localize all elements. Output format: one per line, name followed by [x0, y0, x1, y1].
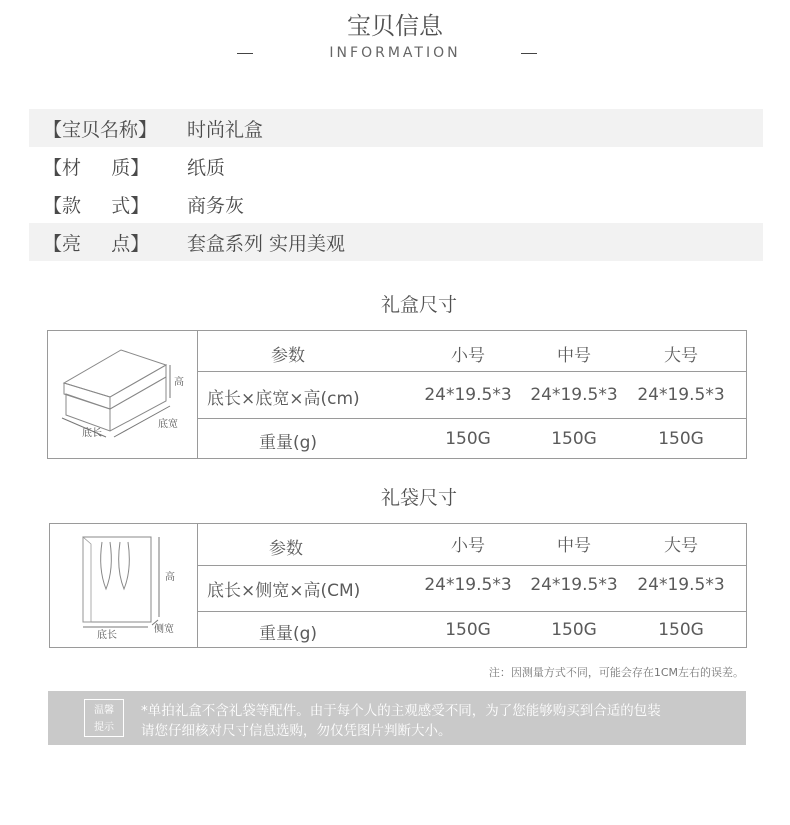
table-cell: 150G [445, 620, 491, 640]
table-header-param: 参数 [269, 539, 303, 559]
tip-bar [48, 691, 746, 745]
info-label: 【亮 点】 [43, 232, 150, 255]
diagram-label-length: 底长 [97, 630, 117, 641]
page-title: 宝贝信息 [347, 12, 443, 40]
gift-box-table [47, 330, 747, 459]
title-dash-right [521, 53, 537, 54]
gift-bag-diagram [50, 524, 198, 647]
info-row-name [29, 109, 763, 147]
diagram-label-height: 高 [174, 377, 184, 388]
info-value: 套盒系列 实用美观 [187, 232, 346, 255]
tip-text-line2: 请您仔细核对尺寸信息选购，勿仅凭图片判断大小。 [141, 723, 452, 739]
row-divider [197, 371, 746, 372]
table-cell-param: 重量(g) [258, 624, 318, 644]
diagram-label-width: 侧宽 [154, 624, 174, 635]
table-cell: 24*19.5*3 [637, 575, 725, 595]
gift-bag-title: 礼袋尺寸 [380, 487, 457, 509]
table-cell-param: 底长×底宽×高(cm) [207, 389, 360, 409]
table-header-medium: 中号 [557, 536, 591, 556]
info-value: 时尚礼盒 [187, 118, 264, 141]
tip-badge-line2: 提示 [94, 722, 114, 733]
gift-bag-icon [50, 524, 197, 647]
info-row-style [29, 185, 763, 223]
table-cell: 24*19.5*3 [637, 385, 725, 405]
row-divider [197, 611, 746, 612]
row-divider [197, 418, 746, 419]
table-header-medium: 中号 [557, 346, 591, 366]
info-label: 【宝贝名称】 [43, 118, 158, 141]
table-cell: 150G [658, 429, 704, 449]
table-cell-param: 底长×侧宽×高(CM) [207, 581, 361, 601]
measurement-note: 注：因测量方式不同，可能会存在1CM左右的误差。 [488, 666, 744, 679]
table-cell-param: 重量(g) [258, 433, 318, 453]
tip-badge-line1: 温馨 [94, 705, 114, 716]
table-cell: 150G [445, 429, 491, 449]
table-cell: 150G [658, 620, 704, 640]
tip-badge [84, 699, 124, 737]
gift-box-icon [48, 331, 197, 458]
info-value: 商务灰 [187, 194, 245, 217]
diagram-label-width: 底宽 [158, 419, 178, 430]
table-cell: 150G [551, 429, 597, 449]
table-cell: 150G [551, 620, 597, 640]
table-cell: 24*19.5*3 [424, 385, 512, 405]
info-label: 【材 质】 [43, 156, 150, 179]
gift-box-diagram [48, 331, 198, 458]
info-row-material [29, 147, 763, 185]
table-header-small: 小号 [451, 346, 485, 366]
info-label: 【款 式】 [43, 194, 150, 217]
tip-text-line1: *单拍礼盒不含礼袋等配件。由于每个人的主观感受不同，为了您能够购买到合适的包装 [141, 703, 661, 719]
diagram-label-length: 底长 [82, 428, 102, 439]
info-value: 纸质 [187, 156, 226, 179]
row-divider [197, 565, 746, 566]
table-cell: 24*19.5*3 [530, 385, 618, 405]
gift-box-title: 礼盒尺寸 [380, 294, 457, 316]
table-header-large: 大号 [664, 346, 698, 366]
diagram-label-height: 高 [165, 572, 175, 583]
table-header-small: 小号 [451, 536, 485, 556]
page-subtitle: INFORMATION [329, 45, 461, 61]
table-cell: 24*19.5*3 [424, 575, 512, 595]
table-header-large: 大号 [664, 536, 698, 556]
info-row-highlight [29, 223, 763, 261]
table-header-param: 参数 [271, 346, 305, 366]
gift-bag-table [49, 523, 747, 648]
table-cell: 24*19.5*3 [530, 575, 618, 595]
